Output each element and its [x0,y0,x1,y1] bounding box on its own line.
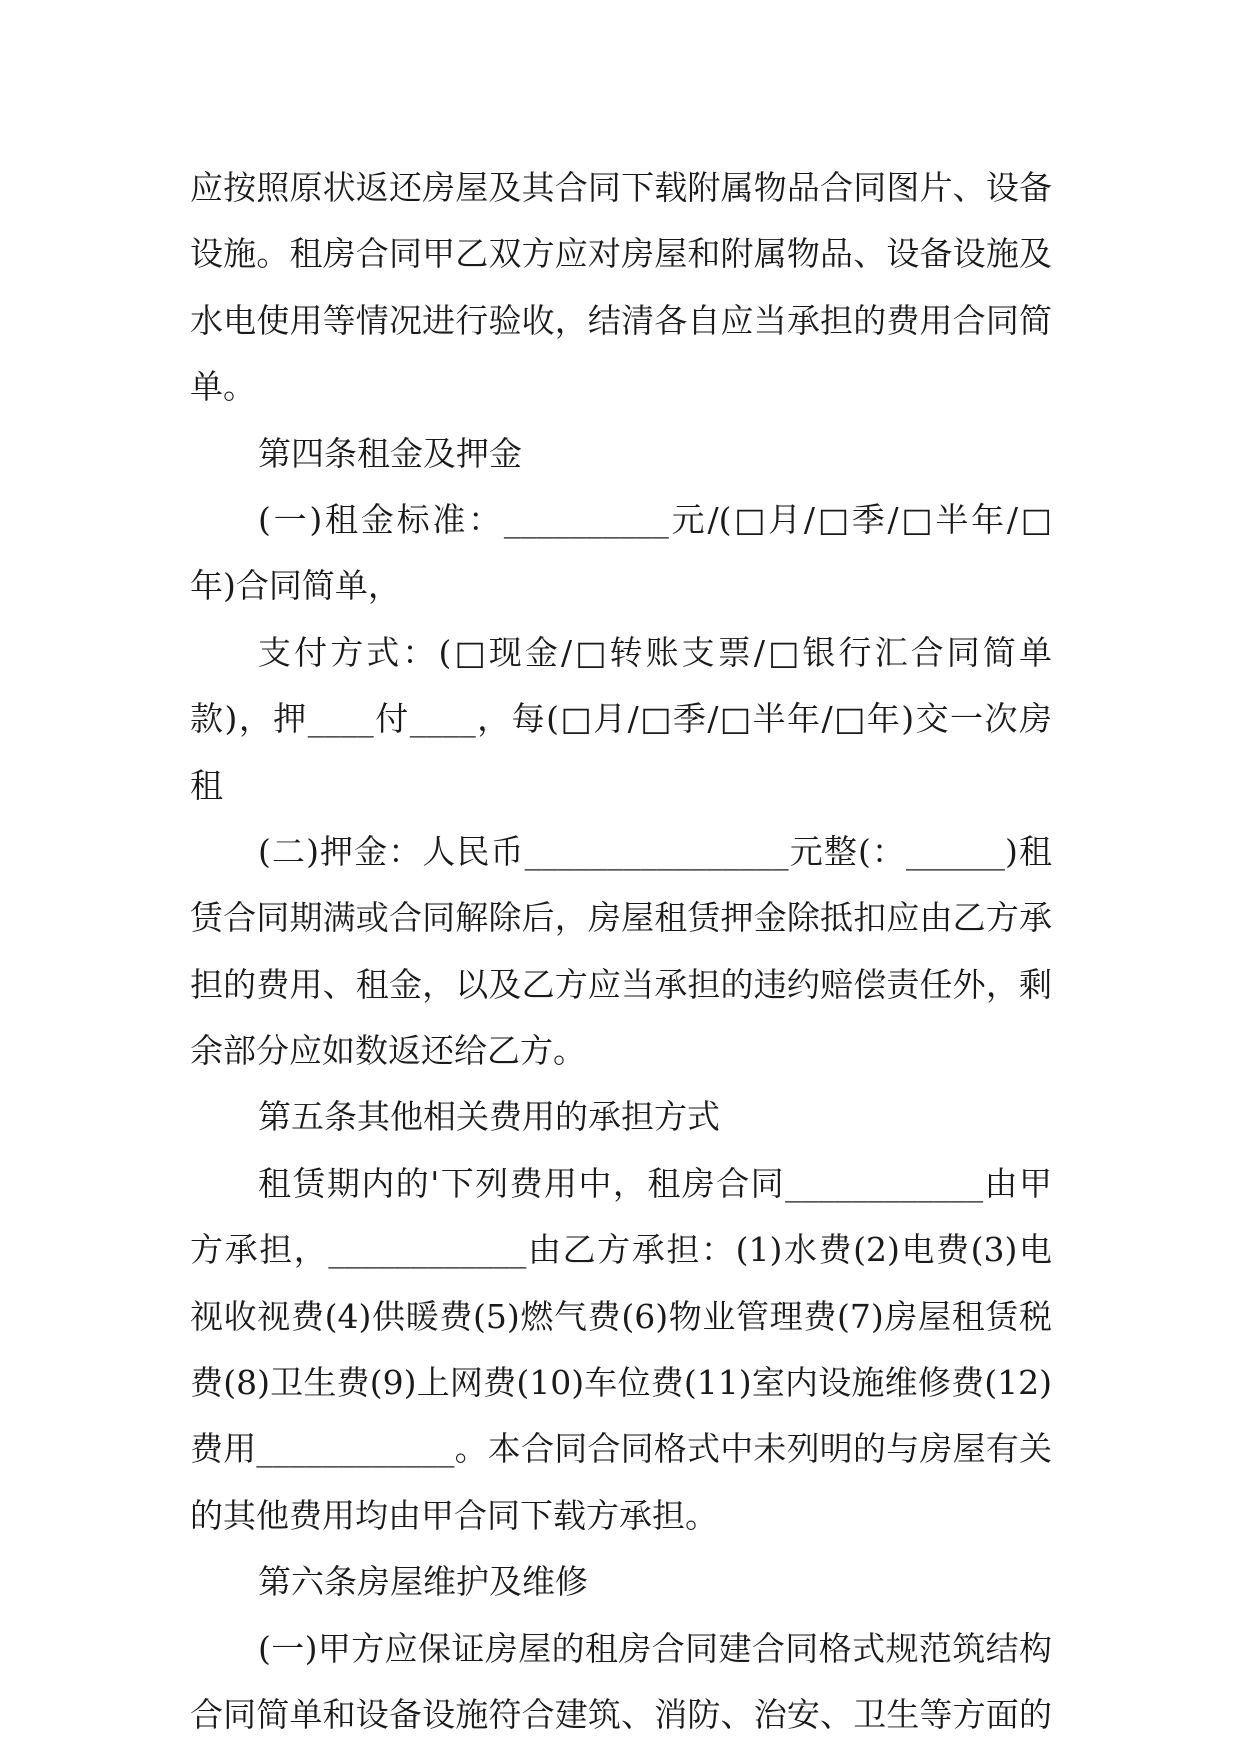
text-line: 支付方式：(□现金/□转账支票/□银行汇合同简单 [258,632,1052,672]
text-line: 余部分应如数返还给乙方。 [190,1031,586,1071]
text-line: 视收视费(4)供暖费(5)燃气费(6)物业管理费(7)房屋租赁税 [190,1296,1052,1336]
text-line: 方承担，____________由乙方承担：(1)水费(2)电费(3)电 [190,1230,1052,1270]
text-line: 单。 [190,367,256,407]
text-line: 款)，押____付____，每(□月/□季/□半年/□年)交一次房 [190,699,1052,739]
text-line: 设施。租房合同甲乙双方应对房屋和附属物品、设备设施及 [190,234,1052,274]
text-line: 应按照原状返还房屋及其合同下载附属物品合同图片、设备 [190,168,1052,207]
contract-body [190,155,1052,1748]
text-line: 第四条租金及押金 [258,433,522,473]
text-line: 赁合同期满或合同解除后，房屋租赁押金除抵扣应由乙方承 [190,898,1052,938]
text-line: 租赁期内的'下列费用中，租房合同____________由甲 [258,1163,1052,1203]
text-line: 担的费用、租金，以及乙方应当承担的违约赔偿责任外，剩 [190,964,1052,1004]
text-line: 租 [190,765,223,805]
text-line: 第五条其他相关费用的承担方式 [258,1097,720,1137]
text-line: 费用____________。本合同合同格式中未列明的与房屋有关 [190,1429,1052,1469]
text-line: 年)合同简单， [190,566,401,606]
text-line: 第六条房屋维护及维修 [258,1562,588,1602]
text-line: (二)押金：人民币________________元整(：______)租 [258,831,1052,871]
text-line: 费(8)卫生费(9)上网费(10)车位费(11)室内设施维修费(12) [190,1363,1052,1403]
text-line: (一)甲方应保证房屋的租房合同建合同格式规范筑结构 [258,1628,1052,1668]
text-line: 的其他费用均由甲合同下载方承担。 [190,1495,718,1535]
text-line: (一)租金标准：__________元/(□月/□季/□半年/□ [258,499,1052,539]
text-line: 水电使用等情况进行验收，结清各自应当承担的费用合同简 [190,300,1052,340]
text-line: 合同简单和设备设施符合建筑、消防、治安、卫生等方面的 [190,1694,1052,1734]
